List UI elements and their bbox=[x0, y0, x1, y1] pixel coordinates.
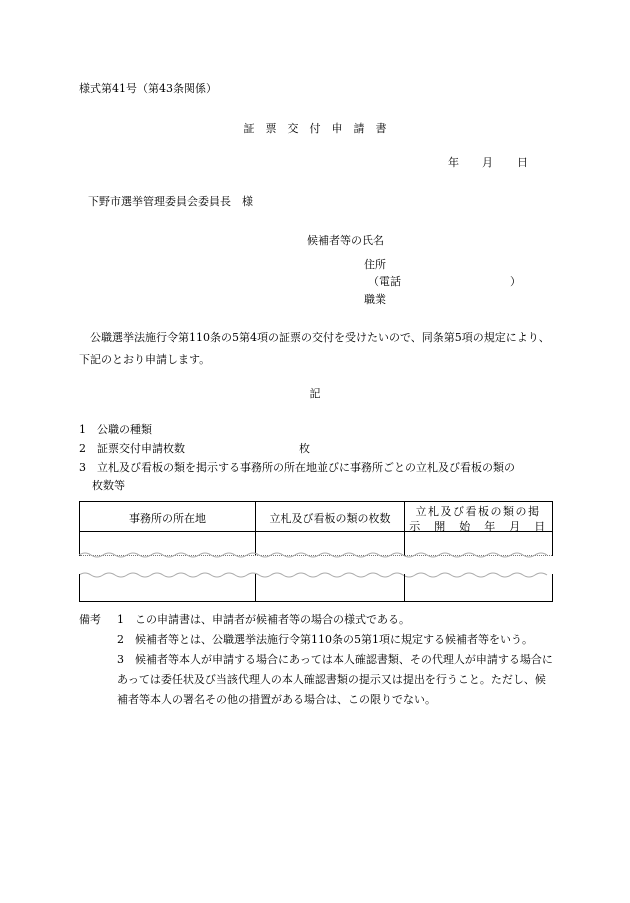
phone-close-paren: ） bbox=[510, 275, 521, 288]
item-certificate-count-label: 2 証票交付申請枚数 bbox=[79, 442, 185, 455]
date-day-label: 日 bbox=[517, 156, 528, 169]
item-sign-location-line1: 3 立札及び看板の類を掲示する事務所の所在地並びに事務所ごとの立札及び看板の類の bbox=[79, 461, 515, 474]
date-month-label: 月 bbox=[482, 156, 493, 169]
form-number: 様式第41号（第43条関係） bbox=[79, 82, 217, 95]
occupation-label: 職業 bbox=[364, 293, 386, 306]
address-label: 住所 bbox=[364, 258, 386, 271]
document-title: 証 票 交 付 申 請 書 bbox=[243, 122, 387, 135]
application-body-text: 公職選挙法施行令第110条の5第4項の証票の交付を受けたいので、同条第5項の規定により、下記のとおり申請します。 bbox=[79, 331, 550, 366]
note-3-number: 3 bbox=[117, 653, 135, 666]
item-certificate-count-unit: 枚 bbox=[299, 442, 310, 455]
addressee: 下野市選挙管理委員会委員長 様 bbox=[88, 195, 253, 208]
office-table-bottom bbox=[79, 574, 553, 602]
item-sign-location-line2: 枚数等 bbox=[92, 479, 125, 492]
note-3 bbox=[117, 650, 553, 710]
office-table-top bbox=[79, 501, 553, 556]
note-3-text: 候補者等本人が申請する場合にあっては本人確認書類、その代理人が申請する場合にあっては委任状及び当該代理人の本人確認書類の提示又は提出を行うこと。ただし、候補者等本人の署名その他の措置がある場合は、この限りでない。 bbox=[117, 653, 553, 706]
item-certificate-count bbox=[79, 440, 310, 456]
candidate-name-label: 候補者等の氏名 bbox=[307, 234, 384, 247]
phone-label: （電話 bbox=[368, 275, 401, 288]
notes-heading: 備考 bbox=[79, 613, 101, 626]
note-1: 1 この申請書は、申請者が候補者等の場合の様式である。 bbox=[117, 613, 410, 626]
table-header-display-start-date: 立札及び看板の類の掲 示 開 始 年 月 日 bbox=[409, 505, 547, 533]
table-header-office-location: 事務所の所在地 bbox=[129, 512, 206, 525]
item-office-type: 1 公職の種類 bbox=[79, 423, 152, 436]
table-break-wave-top bbox=[79, 551, 551, 559]
ki-heading: 記 bbox=[309, 387, 321, 400]
note-2: 2 候補者等とは、公職選挙法施行令第110条の5第1項に規定する候補者等をいう。 bbox=[117, 633, 533, 646]
date-year-label: 年 bbox=[448, 156, 459, 169]
table-header-sign-count: 立札及び看板の類の枚数 bbox=[269, 512, 391, 525]
